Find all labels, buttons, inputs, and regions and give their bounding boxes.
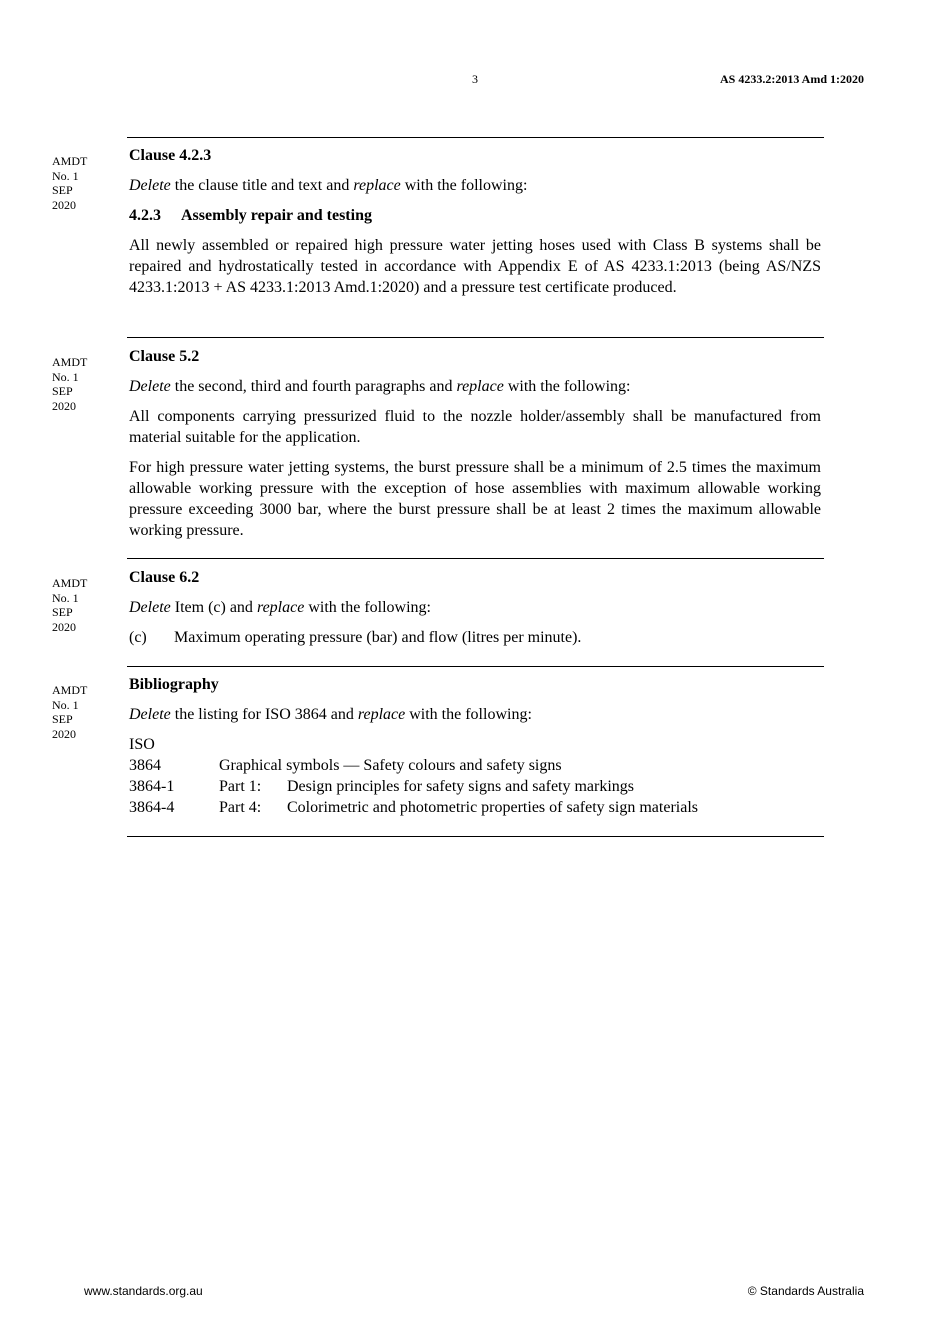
- body-paragraph: All components carrying pressurized fluid to the nozzle holder/assembly shall be manufactured from material suitable for the application.: [129, 408, 821, 446]
- amendment-marker: AMDT No. 1 SEP 2020: [52, 355, 88, 413]
- footer-website: www.standards.org.au: [84, 1284, 203, 1298]
- bibliography-entry: 3864-1 Part 1: Design principles for safety signs and safety markings: [129, 778, 635, 795]
- page-number: 3: [472, 72, 478, 86]
- amendment-marker: AMDT No. 1 SEP 2020: [52, 154, 88, 212]
- section-divider: [127, 337, 824, 338]
- section-divider: [127, 666, 824, 667]
- bibliography-heading: ISO: [129, 736, 155, 753]
- clause-heading: Clause 4.2.3: [129, 147, 212, 164]
- body-paragraph: All newly assembled or repaired high pressure water jetting hoses used with Class B systems shall be repaired and hydrostatically tested in accordance with Appendix E of AS 4233.1:2013 (being AS/NZS 4233.1:2013 + AS 4233.1:2013 Amd.1:2020) and a pressure test certificate produced.: [129, 237, 821, 296]
- list-item: (c) Maximum operating pressure (bar) and flow (litres per minute).: [129, 629, 582, 646]
- section-divider: [127, 137, 824, 138]
- footer-copyright: © Standards Australia: [747, 1284, 864, 1298]
- instruction: Delete the second, third and fourth paragraphs and replace with the following:: [129, 378, 631, 395]
- clause-heading: Bibliography: [129, 676, 219, 693]
- bibliography-section: [129, 674, 821, 818]
- instruction: Delete the clause title and text and replace with the following:: [129, 177, 528, 194]
- clause-heading: Clause 5.2: [129, 348, 200, 365]
- clause-4-2-3-section: [129, 145, 821, 298]
- clause-6-2-section: [129, 567, 821, 648]
- section-divider: [127, 836, 824, 837]
- body-paragraph: For high pressure water jetting systems, the burst pressure shall be a minimum of 2.5 times the maximum allowable working pressure with the exception of hose assemblies with maximum allowable working pressure exceeding 3000 bar, where the burst pressure shall be at least 2 times the maximum allowable working pressure.: [129, 459, 821, 539]
- instruction: Delete Item (c) and replace with the following:: [129, 599, 431, 616]
- amendment-marker: AMDT No. 1 SEP 2020: [52, 576, 88, 634]
- clause-heading: Clause 6.2: [129, 569, 200, 586]
- amendment-marker: AMDT No. 1 SEP 2020: [52, 683, 88, 741]
- subclause-heading: 4.2.3 Assembly repair and testing: [129, 207, 372, 224]
- document-identifier: AS 4233.2:2013 Amd 1:2020: [719, 72, 864, 86]
- section-divider: [127, 558, 824, 559]
- clause-5-2-section: [129, 346, 821, 541]
- bibliography-entry: 3864 Graphical symbols — Safety colours and safety signs: [129, 757, 562, 774]
- bibliography-entry: 3864-4 Part 4: Colorimetric and photometric properties of safety sign materials: [129, 799, 698, 816]
- instruction: Delete the listing for ISO 3864 and replace with the following:: [129, 706, 532, 723]
